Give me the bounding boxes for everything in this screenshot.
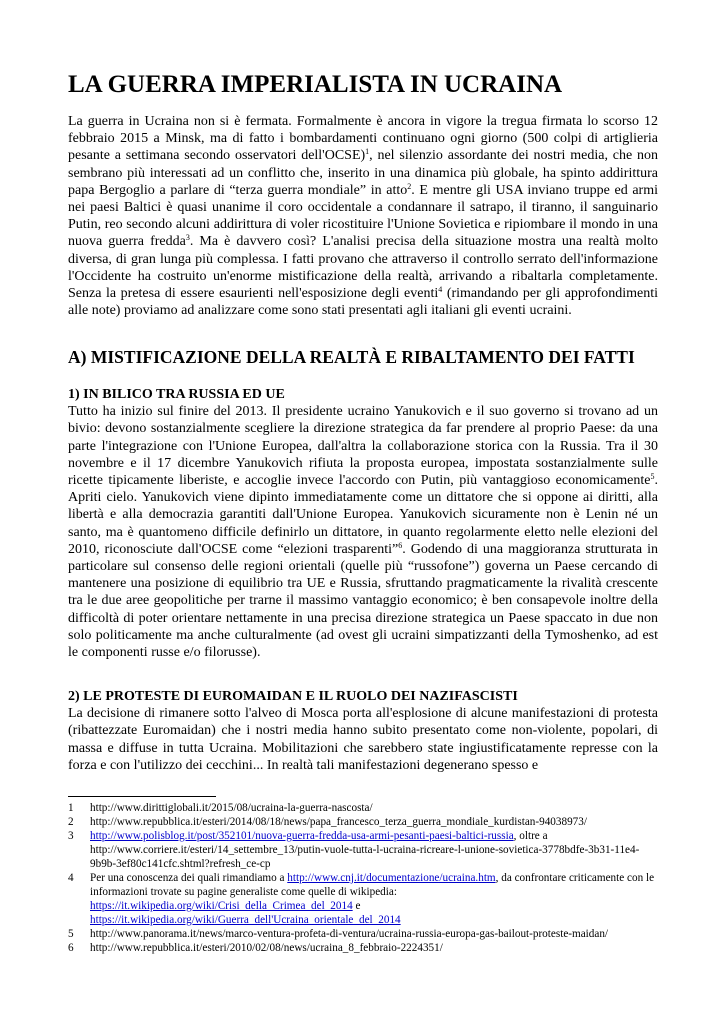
footnote-separator [68,796,216,797]
intro-text: , nel silenzio assordante dei nostri media, che non sembrano più interessati ad un conflitto che, inserito in una dinamica più globale, ha spinto addirittura papa Bergoglio a parlare di “terza guerra mondiale” in atto [68,148,658,198]
footnote-5 [68,927,660,941]
footnote-link[interactable]: http://www.cnj.it/documentazione/ucraina.htm [287,872,496,884]
footnote-ref-3[interactable]: 3 [185,233,190,243]
footnote-6 [68,941,660,955]
footnote-text: , da confrontare criticamente con le informazioni trovate su pagine generaliste come quelle di wikipedia: [90,872,655,898]
section-2 [68,688,658,774]
footnote-link[interactable]: http://www.polisblog.it/post/352101/nuova-guerra-fredda-usa-armi-pesanti-paesi-baltici-russia [90,830,514,842]
intro-text: . E mentre gli USA inviano truppe ed armi nei paesi Baltici è quasi unanime il coro occidentale a condannare il satrapo, il tiranno, il sanguinario Putin, reo secondo alcuni addirittura di voler ricostituire l'Unione Sovietica e ripiombare il mondo in una nuova guerra fredda [68,182,658,250]
footnote-text: http://www.panorama.it/news/marco-ventura-profeta-di-ventura/ucraina-russia-europa-gas-bailout-proteste-maidan/ [90,928,609,940]
section-1-text: . Apriti cielo. Yanukovich viene dipinto immediatamente come un dittatore che si oppone ai diritti, alla libertà e alla democrazia garantiti dall'Unione Europea. Yanukovich sicuramente non è Lenin né un santo, ma è quantomeno difficile definirlo un dittatore, in quanto regolarmente eletto nelle elezioni del 2010, riconosciute dall'OCSE come “elezioni trasparenti” [68,473,658,557]
footnote-body [90,871,660,927]
footnote-text: http://www.repubblica.it/esteri/2014/08/18/news/papa_francesco_terza_guerra_mondiale_kurdistan-94038973/ [90,816,587,828]
footnote-link[interactable]: https://it.wikipedia.org/wiki/Crisi_della_Crimea_del_2014 [90,900,353,912]
section-a-heading: A) MISTIFICAZIONE DELLA REALTÀ E RIBALTAMENTO DEI FATTI [68,347,635,367]
section-1-text: Tutto ha inizio sul finire del 2013. Il presidente ucraino Yanukovich e il suo governo si trovano ad un bivio: devono sostanzialmente scegliere la direzione strategica da far prendere al proprio Paese: da una parte l'integrazione con l'Unione Europea, dall'altra la collaborazione storica con la Russia. Tra il 30 novembre e il 17 dicembre Yanukovich rifiuta la proposta europea, impostata sostanzialmente sulle ricette tipicamente liberiste, e accoglie invece l'accordo con Putin, più vantaggioso economicamente [68,404,658,489]
footnote-link[interactable]: https://it.wikipedia.org/wiki/Guerra_dell'Ucraina_orientale_del_2014 [90,914,401,926]
footnote-text: Per una conoscenza dei quali rimandiamo a [90,872,288,884]
footnote-1 [68,801,660,815]
footnote-number: 5 [68,928,74,940]
footnote-number: 1 [68,802,74,814]
section-2-paragraph: La decisione di rimanere sotto l'alveo di Mosca porta all'esplosione di alcune manifestazioni di protesta (ribattezzate Euromaidan) che i nostri media hanno subito presentato come non-violente, popolari, di massa e diffuse in tutta Ucraina. Mobilitazioni che sarebbero state ingiustificatamente represse con la forza e con l'utilizzo dei cecchini... In realtà tali manifestazioni degenerano spesso e [68,706,658,773]
footnote-body [90,829,660,871]
footnote-text: http://www.repubblica.it/esteri/2010/02/08/news/ucraina_8_febbraio-2224351/ [90,942,443,954]
intro-text: La guerra in Ucraina non si è fermata. Formalmente è ancora in vigore la tregua firmata lo scorso 12 febbraio 2015 a Minsk, ma di fatto i bombardamenti continuano ogni giorno (500 colpi di artiglieria pesante a settimana secondo osservatori dell'OCSE) [68,114,658,164]
footnote-number: 6 [68,942,74,954]
section-2-heading: 2) LE PROTESTE DI EUROMAIDAN E IL RUOLO DEI NAZIFASCISTI [68,689,518,704]
footnote-text: http://www.dirittiglobali.it/2015/08/ucraina-la-guerra-nascosta/ [90,802,373,814]
footnote-number: 3 [68,830,74,842]
intro-text: (rimandando per gli approfondimenti alle note) proviamo ad analizzare come sono stati presentati agli italiani gli eventi ucraini. [68,286,659,319]
section-1-text: . Godendo di una maggioranza strutturata in particolare sul consenso delle regioni orientali (quelle più “russofone”) governa un Paese cercando di mantenere una posizione di equilibrio tra UE e Russia, sfruttando pragmaticamente la rivalità crescente tra le due aree geopolitiche per trarne il massimo vantaggio economico; è ben consapevole inoltre della difficoltà di poter orientare nettamente in una precisa direzione strategica un Paese spaccato in due non solo politicamente ma anche culturalmente (ad ovest gli ucraini simpatizzanti della Tymoshenko, ad est le componenti russe e/o filorusse). [68,541,658,661]
intro-paragraph [68,113,658,319]
intro-text: . Ma è davvero così? L'analisi precisa della situazione mostra una realtà molto diversa, di gran lunga più complessa. I fatti provano che attraverso il controllo serrato dell'informazione l'Occidente ha costruito un'enorme mistificazione della realtà, arrivando a ribaltarla completamente. Senza la pretesa di essere esaurienti nell'esposizione degli eventi [68,234,658,302]
footnote-text: e [352,900,361,912]
footnote-ref-2[interactable]: 2 [407,181,412,191]
footnotes-list [68,801,660,955]
section-1 [68,386,658,661]
footnote-3 [68,829,660,871]
footnote-ref-1[interactable]: 1 [365,147,370,157]
footnote-ref-4[interactable]: 4 [438,285,443,295]
footnote-number: 4 [68,872,74,884]
footnote-ref-5[interactable]: 5 [650,472,655,482]
document-title: LA GUERRA IMPERIALISTA IN UCRAINA [68,71,563,98]
footnote-2 [68,815,660,829]
footnote-text: , oltre a http://www.corriere.it/esteri/14_settembre_13/putin-vuole-tutta-l-ucraina-ricreare-l-unione-sovietica-3778bdfe-3b31-11e4-9b9b-3ef80c141cfc.shtml?refresh_ce-cp [90,830,640,870]
section-1-heading: 1) IN BILICO TRA RUSSIA ED UE [68,387,285,402]
footnote-ref-6[interactable]: 6 [398,540,403,550]
section-1-paragraph [68,403,658,661]
footnote-4 [68,871,660,927]
footnote-number: 2 [68,816,74,828]
